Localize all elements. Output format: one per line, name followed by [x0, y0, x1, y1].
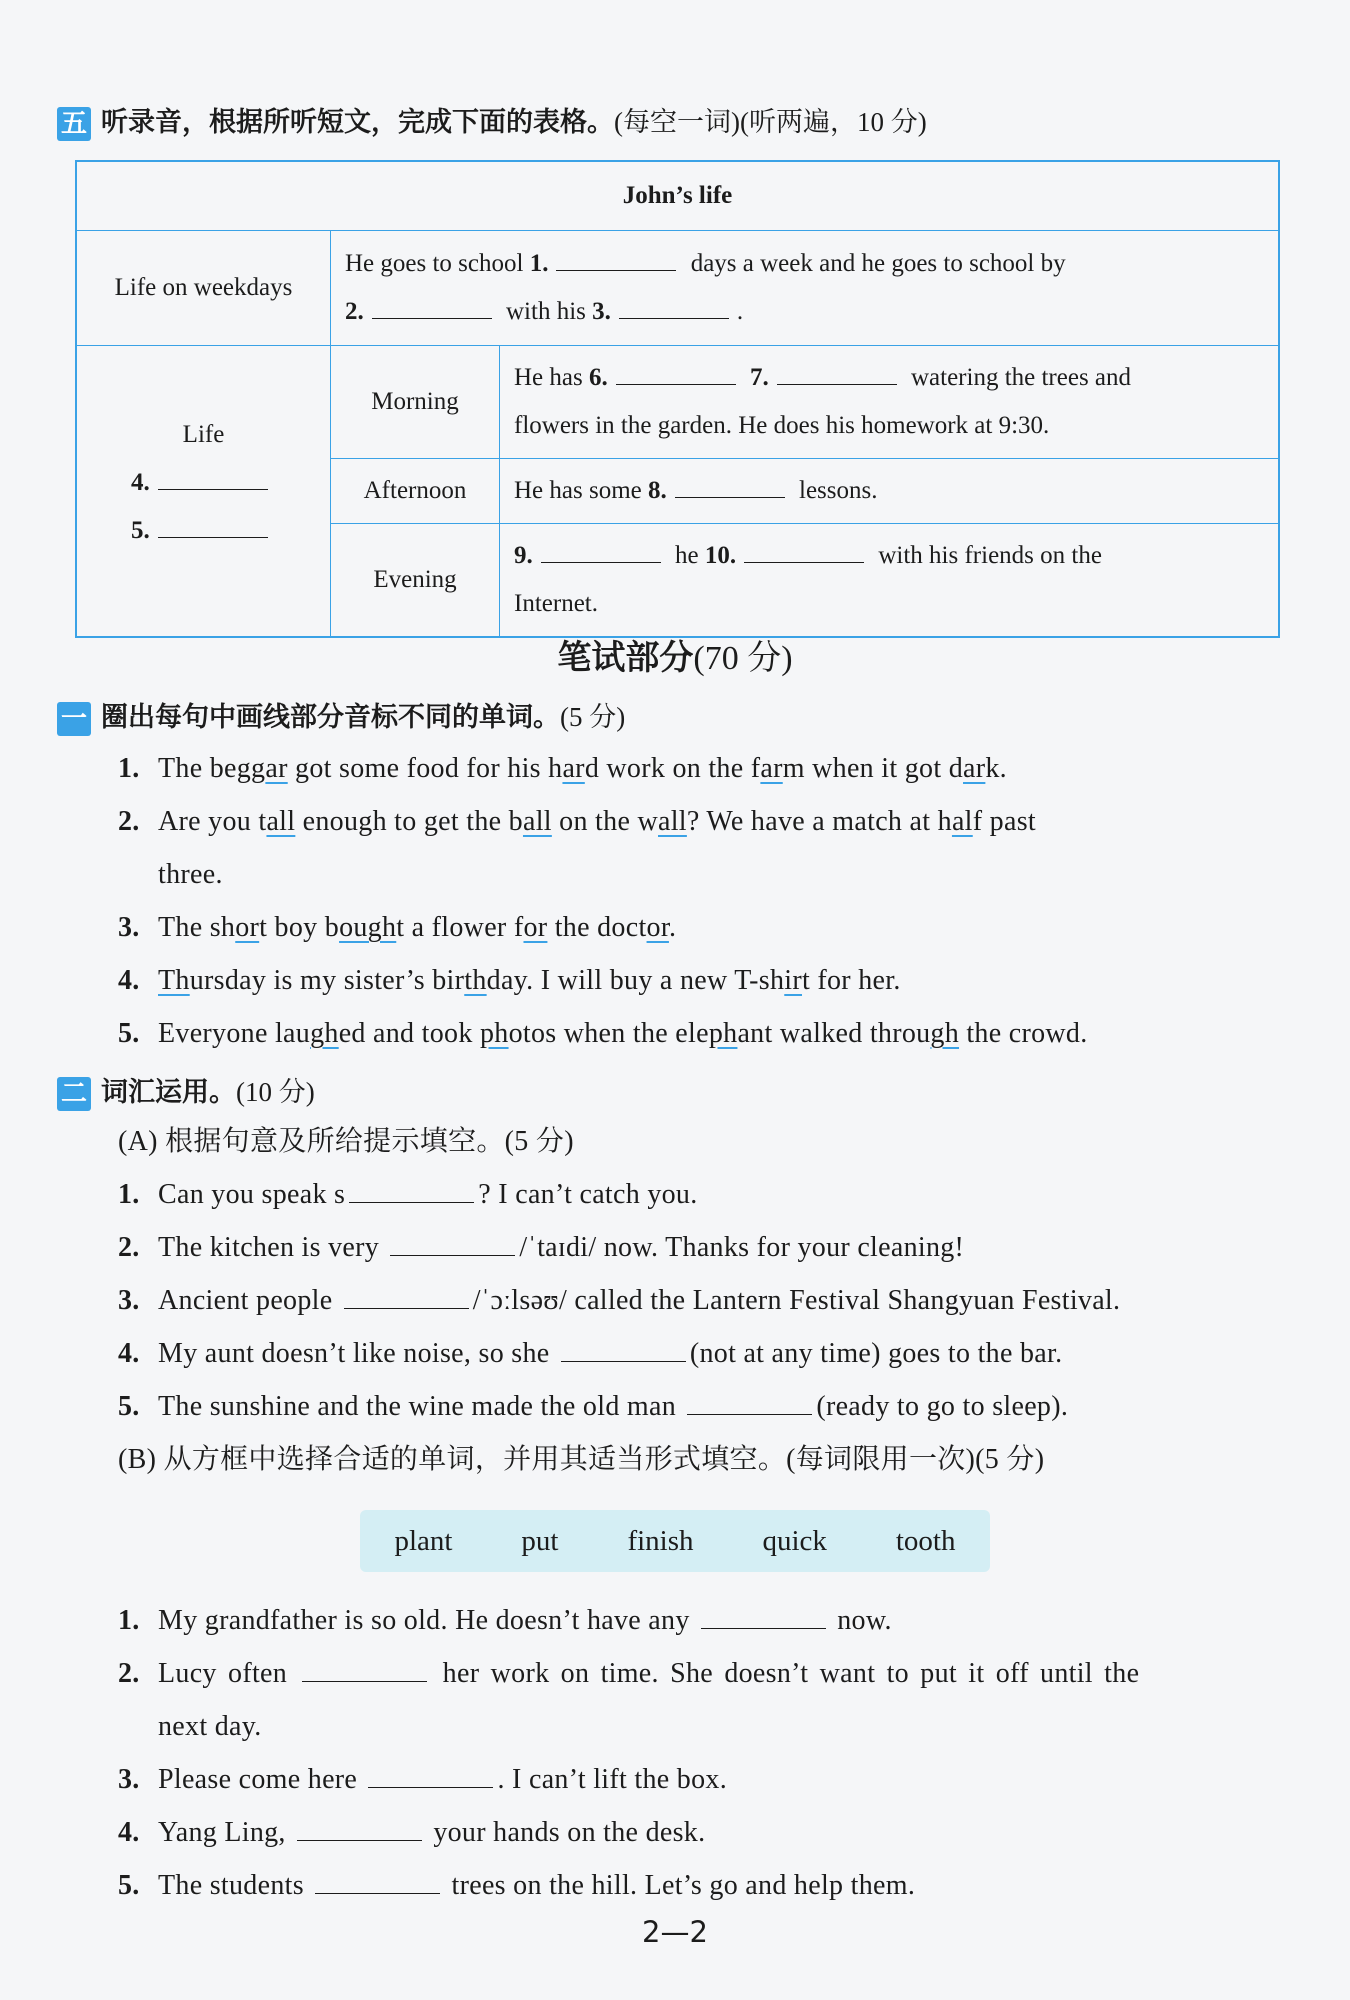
answer-blank[interactable]: [687, 1386, 812, 1415]
list-item: 1. My grandfather is so old. He doesn’t have any now.: [118, 1594, 1298, 1647]
morning-content: He has 6. 7. watering the trees and flowers in the garden. He does his homework at 9:30.: [500, 346, 1280, 459]
list-item: 2. The kitchen is very /ˈtaɪdi/ now. Thanks for your cleaning!: [118, 1221, 1298, 1274]
answer-blank[interactable]: [344, 1280, 469, 1309]
blank-10[interactable]: [744, 537, 864, 563]
blank-1[interactable]: [556, 245, 676, 271]
vocab-part-b: [118, 1594, 1298, 1912]
answer-blank[interactable]: [297, 1812, 422, 1841]
morning-label: Morning: [331, 346, 500, 459]
johns-life-table: [75, 160, 1280, 638]
section-badge: 五: [57, 107, 91, 141]
answer-blank[interactable]: [349, 1174, 474, 1203]
blank-6[interactable]: [616, 359, 736, 385]
blank-4[interactable]: [158, 464, 268, 490]
list-item: 2. Are you tall enough to get the ball on the wall? We have a match at half past: [118, 806, 1036, 837]
word-option: plant: [394, 1524, 453, 1557]
part-b-heading: (B) 从方框中选择合适的单词，并用其适当形式填空。(每词限用一次)(5 分): [118, 1444, 1045, 1475]
page-number: 2—2: [642, 1915, 708, 1949]
vocab-part-a: [118, 1115, 1298, 1486]
evening-label: Evening: [331, 524, 500, 638]
section-1-title: 一 圈出每句中画线部分音标不同的单词。(5 分): [57, 695, 625, 736]
word-option: put: [521, 1524, 559, 1557]
evening-content: 9. he 10. with his friends on the Internet.: [500, 524, 1280, 638]
list-item: 3. Please come here . I can’t lift the box.: [118, 1753, 1298, 1806]
word-option: tooth: [895, 1524, 956, 1557]
word-option: quick: [762, 1524, 827, 1557]
blank-8[interactable]: [675, 472, 785, 498]
table-title: John’s life: [76, 161, 1279, 231]
word-box: [360, 1510, 990, 1572]
written-part-title: 笔试部分(70 分): [557, 638, 793, 678]
blank-2[interactable]: [372, 293, 492, 319]
list-item: 3. The short boy bought a flower for the doctor.: [118, 912, 677, 943]
blank-9[interactable]: [541, 537, 661, 563]
afternoon-content: He has some 8. lessons.: [500, 459, 1280, 524]
list-item: 5. Everyone laughed and took photos when the elephant walked through the crowd.: [118, 1018, 1088, 1049]
section-badge: 一: [57, 702, 91, 736]
section-2-title: 二 词汇运用。(10 分): [57, 1070, 315, 1111]
list-item: 3. Ancient people /ˈɔːlsəʊ/ called the Lantern Festival Shangyuan Festival.: [118, 1274, 1298, 1327]
list-item: next day.: [158, 1711, 262, 1742]
list-item: 4. My aunt doesn’t like noise, so she (not at any time) goes to the bar.: [118, 1327, 1298, 1380]
life-cell: Life 4. 5.: [76, 346, 331, 638]
list-item: 1. The beggar got some food for his hard work on the farm when it got dark.: [118, 753, 1007, 784]
list-item: 4. Thursday is my sister’s birthday. I will buy a new T-shirt for her.: [118, 965, 901, 996]
weekdays-label: Life on weekdays: [76, 231, 331, 346]
list-item: 4. Yang Ling, your hands on the desk.: [118, 1806, 1298, 1859]
answer-blank[interactable]: [302, 1653, 427, 1682]
answer-blank[interactable]: [561, 1333, 686, 1362]
section-5-title: 五 听录音，根据所听短文，完成下面的表格。(每空一词)(听两遍，10 分): [57, 100, 927, 141]
blank-7[interactable]: [777, 359, 897, 385]
answer-blank[interactable]: [701, 1600, 826, 1629]
list-item: 5. The students trees on the hill. Let’s go and help them.: [118, 1859, 1298, 1912]
phonetics-questions: [118, 742, 1298, 1060]
blank-5[interactable]: [158, 512, 268, 538]
answer-blank[interactable]: [390, 1227, 515, 1256]
afternoon-label: Afternoon: [331, 459, 500, 524]
part-a-heading: (A) 根据句意及所给提示填空。(5 分): [118, 1126, 574, 1157]
list-item: 2. Lucy often her work on time. She doesn’t want to put it off until the: [118, 1647, 1298, 1700]
section-badge: 二: [57, 1077, 91, 1111]
list-item: three.: [158, 859, 223, 890]
blank-3[interactable]: [619, 293, 729, 319]
answer-blank[interactable]: [315, 1865, 440, 1894]
weekdays-content: He goes to school 1. days a week and he goes to school by 2. with his 3. .: [331, 231, 1280, 346]
answer-blank[interactable]: [368, 1759, 493, 1788]
list-item: 5. The sunshine and the wine made the old man (ready to go to sleep).: [118, 1380, 1298, 1433]
word-option: finish: [627, 1524, 694, 1557]
list-item: 1. Can you speak s ? I can’t catch you.: [118, 1168, 1298, 1221]
